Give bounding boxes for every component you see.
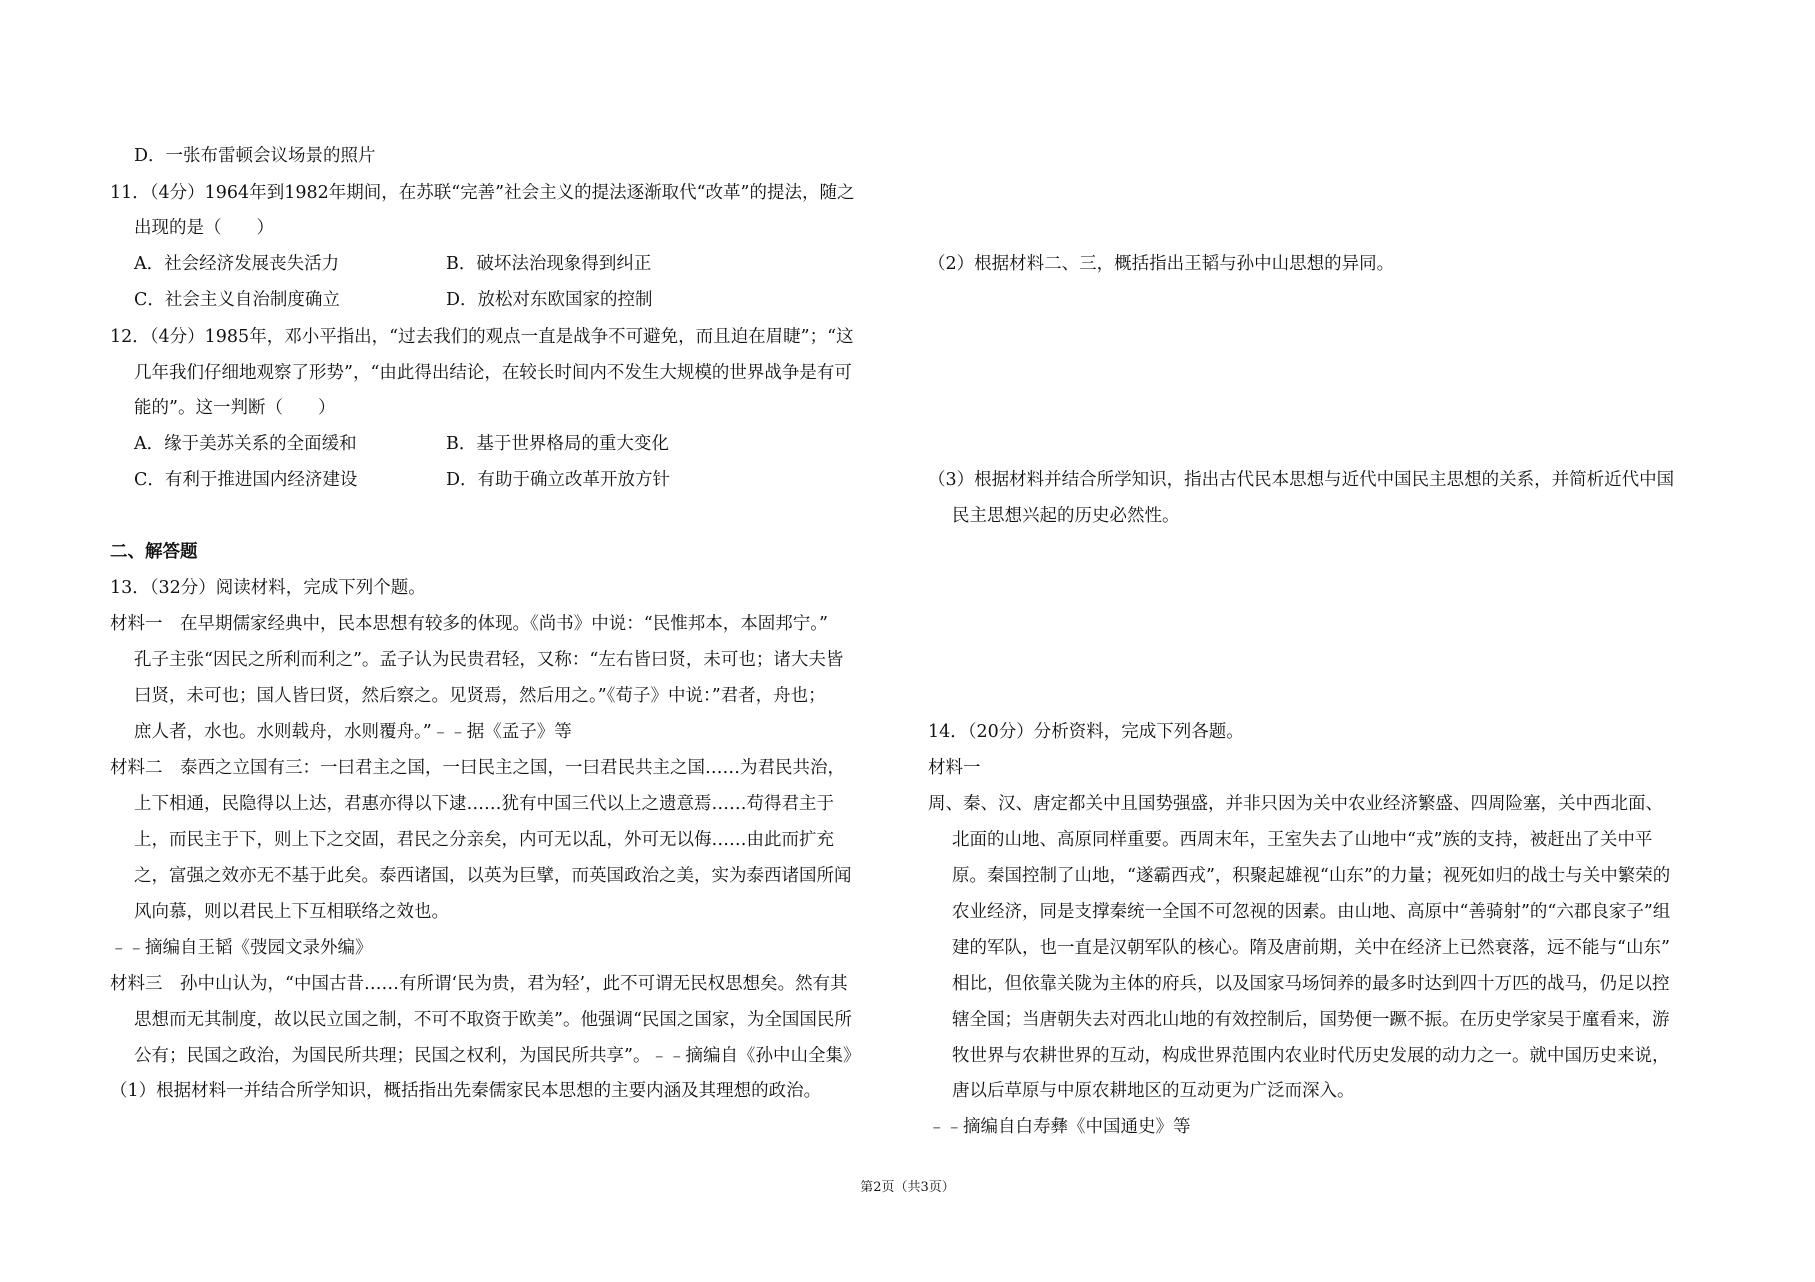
q12-option-a: A．缘于美苏关系的全面缓和 (134, 434, 357, 454)
q11-option-d: D．放松对东欧国家的控制 (446, 290, 653, 310)
page-footer: 第2页（共3页） (860, 1180, 955, 1195)
q14-material-1-heading: 材料一 (928, 758, 981, 778)
material-1-line-3: 曰贤，未可也；国人皆曰贤，然后察之。见贤焉，然后用之。”《荀子》中说：”君者，舟也； (134, 686, 826, 706)
q14-material-1-line-2: 北面的山地、高原同样重要。西周末年，王室失去了山地中“戎”族的支持，被赶出了关中平 (952, 830, 1653, 850)
q14-material-1-line-8: 牧世界与农耕世界的互动，构成世界范围内农业时代历史发展的动力之一。就中国历史来说， (952, 1046, 1670, 1066)
material-2-line-5: 风向慕，则以君民上下互相联络之效也。 (134, 902, 449, 922)
q14-material-1-line-3: 原。秦国控制了山地，“遂霸西戎”，积聚起雄视“山东”的力量；视死如归的战士与关中繁荣的 (952, 866, 1671, 886)
q13-stem: 13．（32分）阅读材料，完成下列个题。 (110, 578, 426, 598)
q14-material-1-line-1: 周、秦、汉、唐定都关中且国势强盛，并非只因为关中农业经济繁盛、四周险塞，关中西北面、 (928, 794, 1663, 814)
material-1-line-2: 孔子主张“因民之所利而利之”。孟子认为民贵君轻，又称：“左右皆曰贤，未可也；诸大夫皆 (134, 650, 844, 670)
q10-option-d: D．一张布雷顿会议场景的照片 (134, 146, 376, 166)
q13-subquestion-3-line-2: 民主思想兴起的历史必然性。 (952, 506, 1180, 526)
q14-material-1-line-4: 农业经济，同是支撑秦统一全国不可忽视的因素。由山地、高原中“善骑射”的“六郡良家子”组 (952, 902, 1671, 922)
material-3-line-3: 公有；民国之政治，为国民所共理；民国之权利，为国民所共享”。﹣﹣摘编自《孙中山全集》 (134, 1046, 861, 1066)
q11-stem-line-1: 11．（4分）1964年到1982年期间，在苏联“完善”社会主义的提法逐渐取代“改革”的提法，随之 (110, 183, 855, 203)
material-1-line-1: 材料一 在早期儒家经典中，民本思想有较多的体现。《尚书》中说：“民惟邦本，本固邦宁。” (110, 614, 828, 634)
material-2-line-4: 之，富强之效亦无不基于此矣。泰西诸国，以英为巨擘，而英国政治之美，实为泰西诸国所闻 (134, 866, 852, 886)
material-3-line-2: 思想而无其制度，故以民立国之制，不可不取资于欧美”。他强调“民国之国家，为全国国民所 (134, 1010, 852, 1030)
q11-option-a: A．社会经济发展丧失活力 (134, 254, 340, 274)
q12-option-d: D．有助于确立改革开放方针 (446, 470, 671, 490)
q12-option-b: B．基于世界格局的重大变化 (446, 434, 669, 454)
q13-subquestion-2: （2）根据材料二、三，概括指出王韬与孙中山思想的异同。 (928, 254, 1395, 274)
material-2-line-2: 上下相通，民隐得以上达，君惠亦得以下逮……犹有中国三代以上之遗意焉……苟得君主于 (134, 794, 834, 814)
material-2-source: ﹣﹣摘编自王韬《弢园文录外编》 (110, 938, 373, 958)
material-2-line-1: 材料二 泰西之立国有三：一曰君主之国，一曰民主之国，一曰君民共主之国……为君民共治， (110, 758, 845, 778)
q11-stem-line-2: 出现的是（ ） (134, 218, 274, 238)
q14-material-1-line-7: 辖全国；当唐朝失去对西北山地的有效控制后，国势便一蹶不振。在历史学家吴于廑看来，游 (952, 1010, 1670, 1030)
q11-option-b: B．破坏法治现象得到纠正 (446, 254, 652, 274)
q13-subquestion-1: （1）根据材料一并结合所学知识，概括指出先秦儒家民本思想的主要内涵及其理想的政治。 (110, 1081, 822, 1101)
material-3-line-1: 材料三 孙中山认为，“中国古昔……有所谓‘民为贵，君为轻’，此不可谓无民权思想矣。然有其 (110, 974, 848, 994)
q12-stem-line-3: 能的”。这一判断（ ） (134, 398, 336, 418)
q14-material-1-line-9: 唐以后草原与中原农耕地区的互动更为广泛而深入。 (952, 1081, 1355, 1101)
q14-material-1-source: ﹣﹣摘编自白寿彝《中国通史》等 (928, 1117, 1191, 1137)
q14-material-1-line-6: 相比，但依靠关陇为主体的府兵，以及国家马场饲养的最多时达到四十万匹的战马，仍足以控 (952, 974, 1670, 994)
q12-stem-line-1: 12．（4分）1985年，邓小平指出，“过去我们的观点一直是战争不可避免，而且迫在眉睫”；“这 (110, 327, 854, 347)
q13-subquestion-3-line-1: （3）根据材料并结合所学知识，指出古代民本思想与近代中国民主思想的关系，并简析近代中国 (928, 470, 1675, 490)
section-heading: 二、解答题 (110, 542, 198, 562)
q12-option-c: C．有利于推进国内经济建设 (134, 470, 358, 490)
q12-stem-line-2: 几年我们仔细地观察了形势”，“由此得出结论，在较长时间内不发生大规模的世界战争是有可 (134, 363, 852, 383)
q11-option-c: C．社会主义自治制度确立 (134, 290, 340, 310)
q14-material-1-line-5: 建的军队，也一直是汉朝军队的核心。隋及唐前期，关中在经济上已然衰落，远不能与“山东” (952, 938, 1670, 958)
q14-stem: 14．（20分）分析资料，完成下列各题。 (928, 722, 1244, 742)
material-2-line-3: 上，而民主于下，则上下之交固，君民之分亲矣，内可无以乱，外可无以侮……由此而扩充 (134, 830, 834, 850)
material-1-line-4: 庶人者，水也。水则载舟，水则覆舟。”﹣﹣据《孟子》等 (134, 722, 572, 742)
